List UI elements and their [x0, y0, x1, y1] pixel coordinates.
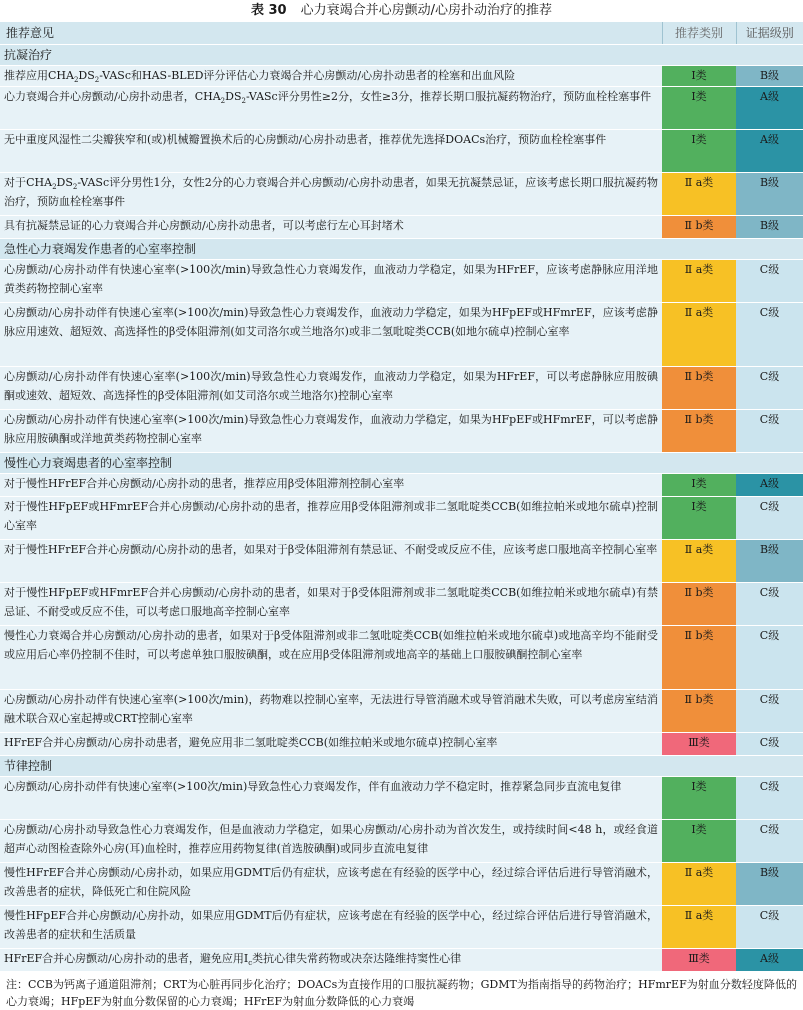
- recommendation-row: [0, 583, 803, 626]
- table-number: 表 30: [250, 3, 287, 18]
- table-header-row: [0, 22, 803, 45]
- recommendation-text: 对于慢性HFrEF合并心房颤动/心房扑动的患者，推荐应用β受体阻滞剂控制心室率: [0, 474, 662, 497]
- evidence-level: C级: [736, 410, 803, 453]
- recommendation-row: [0, 216, 803, 239]
- recommendation-class: Ⅰ类: [662, 474, 736, 497]
- recommendation-row: [0, 820, 803, 863]
- recommendation-class: Ⅱ b类: [662, 626, 736, 690]
- recommendation-class: Ⅰ类: [662, 777, 736, 820]
- recommendation-row: [0, 173, 803, 216]
- recommendation-row: [0, 906, 803, 949]
- recommendation-text: 对于慢性HFrEF合并心房颤动/心房扑动的患者，如果对于β受体阻滞剂有禁忌证、不耐受或反应不佳，应该考虑口服地高辛控制心室率: [0, 540, 662, 583]
- recommendation-row: [0, 474, 803, 497]
- recommendation-text: 心房颤动/心房扑动导致急性心力衰竭发作，但是血液动力学稳定，如果心房颤动/心房扑动为首次发生，或持续时间<48 h，或经食道超声心动图检查除外心房(耳)血栓时，推荐应用药物复律(首选胺碘酮)或同步直流电复律: [0, 820, 662, 863]
- recommendation-text: HFrEF合并心房颤动/心房扑动患者，避免应用非二氢吡啶类CCB(如维拉帕米或地尔硫卓)控制心室率: [0, 733, 662, 756]
- evidence-level: C级: [736, 260, 803, 303]
- recommendation-class: Ⅱ a类: [662, 260, 736, 303]
- recommendation-text: 心房颤动/心房扑动伴有快速心室率(>100次/min)导致急性心力衰竭发作，伴有血液动力学不稳定时，推荐紧急同步直流电复律: [0, 777, 662, 820]
- evidence-level: C级: [736, 906, 803, 949]
- recommendation-class: Ⅱ b类: [662, 690, 736, 733]
- recommendation-class: Ⅱ b类: [662, 410, 736, 453]
- recommendation-row: [0, 777, 803, 820]
- recommendation-text: 心房颤动/心房扑动伴有快速心室率(>100次/min)导致急性心力衰竭发作，血液动力学稳定，如果为HFpEF或HFmrEF，可以考虑静脉应用胺碘酮或洋地黄类药物控制心室率: [0, 410, 662, 453]
- recommendation-class: Ⅱ a类: [662, 906, 736, 949]
- evidence-level: B级: [736, 863, 803, 906]
- evidence-level: C级: [736, 367, 803, 410]
- recommendation-text: 心房颤动/心房扑动伴有快速心室率(>100次/min)导致急性心力衰竭发作，血液动力学稳定，如果为HFrEF，应该考虑静脉应用洋地黄类药物控制心室率: [0, 260, 662, 303]
- evidence-level: A级: [736, 949, 803, 972]
- recommendation-class: Ⅲ类: [662, 733, 736, 756]
- section-header: [0, 453, 803, 474]
- recommendation-class: Ⅱ a类: [662, 173, 736, 216]
- recommendation-row: [0, 733, 803, 756]
- evidence-level: A级: [736, 130, 803, 173]
- recommendation-row: [0, 303, 803, 367]
- evidence-level: C级: [736, 820, 803, 863]
- recommendation-text: 慢性HFpEF合并心房颤动/心房扑动，如果应用GDMT后仍有症状，应该考虑在有经验的医学中心，经过综合评估后进行导管消融术，改善患者的症状和生活质量: [0, 906, 662, 949]
- recommendation-row: [0, 949, 803, 972]
- recommendation-row: [0, 87, 803, 130]
- evidence-level: B级: [736, 540, 803, 583]
- section-title: 抗凝治疗: [0, 45, 803, 66]
- evidence-level: C级: [736, 497, 803, 540]
- recommendation-class: Ⅱ b类: [662, 367, 736, 410]
- section-title: 急性心力衰竭发作患者的心室率控制: [0, 239, 803, 260]
- recommendation-class: Ⅱ b类: [662, 216, 736, 239]
- recommendation-text: 心房颤动/心房扑动伴有快速心室率(>100次/min)，药物难以控制心室率，无法进行导管消融术或导管消融术失败，可以考虑房室结消融术联合双心室起搏或CRT控制心室率: [0, 690, 662, 733]
- section-header: [0, 239, 803, 260]
- footnote: 注：CCB为钙离子通道阻滞剂；CRT为心脏再同步化治疗；DOACs为直接作用的口服抗凝药物；GDMT为指南指导的药物治疗；HFmrEF为射血分数轻度降低的心力衰竭；HFpEF为射血分数保留的心力衰竭；HFrEF为射血分数降低的心力衰竭: [6, 978, 797, 1008]
- recommendation-text: 慢性HFrEF合并心房颤动/心房扑动，如果应用GDMT后仍有症状，应该考虑在有经验的医学中心，经过综合评估后进行导管消融术，改善患者的症状，降低死亡和住院风险: [0, 863, 662, 906]
- evidence-level: C级: [736, 583, 803, 626]
- recommendation-text: 慢性心力衰竭合并心房颤动/心房扑动的患者，如果对于β受体阻滞剂或非二氢吡啶类CCB(如维拉帕米或地尔硫卓)或地高辛均不能耐受或应用后心率仍控制不佳时，可以考虑单独口服胺碘酮，或在应用β受体阻滞剂或地高辛的基础上口服胺碘酮控制心室率: [0, 626, 662, 690]
- recommendation-table: [0, 22, 803, 972]
- recommendation-row: [0, 66, 803, 87]
- recommendation-class: Ⅰ类: [662, 130, 736, 173]
- evidence-level: B级: [736, 173, 803, 216]
- recommendation-row: [0, 626, 803, 690]
- recommendation-text: HFrEF合并心房颤动/心房扑动的患者，避免应用$I_c$类抗心律失常药物或决奈达隆维持窦性心律: [0, 949, 662, 972]
- recommendation-row: [0, 260, 803, 303]
- recommendation-text: 对于慢性HFpEF或HFmrEF合并心房颤动/心房扑动的患者，推荐应用β受体阻滞剂或非二氢吡啶类CCB(如维拉帕米或地尔硫卓)控制心室率: [0, 497, 662, 540]
- recommendation-row: [0, 540, 803, 583]
- recommendation-class: Ⅱ b类: [662, 583, 736, 626]
- recommendation-class: Ⅰ类: [662, 820, 736, 863]
- evidence-level: A级: [736, 87, 803, 130]
- evidence-level: A级: [736, 474, 803, 497]
- section-header: [0, 756, 803, 777]
- recommendation-row: [0, 130, 803, 173]
- evidence-level: C级: [736, 690, 803, 733]
- recommendation-row: [0, 367, 803, 410]
- evidence-level: C级: [736, 303, 803, 367]
- recommendation-text: 无中重度风湿性二尖瓣狭窄和(或)机械瓣置换术后的心房颤动/心房扑动患者，推荐优先选择DOACs治疗，预防血栓栓塞事件: [0, 130, 662, 173]
- recommendation-row: [0, 690, 803, 733]
- table-title: [0, 0, 803, 22]
- table-caption: 心力衰竭合并心房颤动/心房扑动治疗的推荐: [300, 3, 552, 18]
- recommendation-class: Ⅱ a类: [662, 863, 736, 906]
- recommendation-text: 推荐应用$CHA_2DS_2$-VASc和HAS-BLED评分评估心力衰竭合并心房颤动/心房扑动患者的栓塞和出血风险: [0, 66, 662, 87]
- recommendation-class: Ⅱ a类: [662, 540, 736, 583]
- recommendation-text: 具有抗凝禁忌证的心力衰竭合并心房颤动/心房扑动患者，可以考虑行左心耳封堵术: [0, 216, 662, 239]
- header-class: 推荐类别: [662, 22, 736, 45]
- recommendation-text: 心房颤动/心房扑动伴有快速心室率(>100次/min)导致急性心力衰竭发作，血液动力学稳定，如果为HFpEF或HFmrEF，应该考虑静脉应用速效、超短效、高选择性的β受体阻滞剂(如艾司洛尔或兰地洛尔)或非二氢吡啶类CCB(如地尔硫卓)控制心室率: [0, 303, 662, 367]
- evidence-level: C级: [736, 733, 803, 756]
- section-title: 节律控制: [0, 756, 803, 777]
- header-recommendation: 推荐意见: [0, 22, 662, 45]
- section-header: [0, 45, 803, 66]
- recommendation-class: Ⅰ类: [662, 87, 736, 130]
- recommendation-class: Ⅰ类: [662, 497, 736, 540]
- recommendation-row: [0, 497, 803, 540]
- recommendation-class: Ⅲ类: [662, 949, 736, 972]
- header-level: 证据级别: [736, 22, 803, 45]
- recommendation-row: [0, 410, 803, 453]
- section-title: 慢性心力衰竭患者的心室率控制: [0, 453, 803, 474]
- recommendation-text: 对于$CHA_2DS_2$-VASc评分男性1分，女性2分的心力衰竭合并心房颤动/心房扑动患者，如果无抗凝禁忌证，应该考虑长期口服抗凝药物治疗，预防血栓栓塞事件: [0, 173, 662, 216]
- evidence-level: C级: [736, 777, 803, 820]
- recommendation-text: 对于慢性HFpEF或HFmrEF合并心房颤动/心房扑动的患者，如果对于β受体阻滞剂或非二氢吡啶类CCB(如维拉帕米或地尔硫卓)有禁忌证、不耐受或反应不佳，可以考虑口服地高辛控制心室率: [0, 583, 662, 626]
- recommendation-text: 心房颤动/心房扑动伴有快速心室率(>100次/min)导致急性心力衰竭发作，血液动力学稳定，如果为HFrEF，可以考虑静脉应用胺碘酮或速效、超短效、高选择性的β受体阻滞剂(如艾司洛尔或兰地洛尔)控制心室率: [0, 367, 662, 410]
- recommendation-text: 心力衰竭合并心房颤动/心房扑动患者，$CHA_2DS_2$-VASc评分男性≥2分，女性≥3分，推荐长期口服抗凝药物治疗，预防血栓栓塞事件: [0, 87, 662, 130]
- recommendation-row: [0, 863, 803, 906]
- evidence-level: B级: [736, 66, 803, 87]
- recommendation-class: Ⅱ a类: [662, 303, 736, 367]
- evidence-level: B级: [736, 216, 803, 239]
- evidence-level: C级: [736, 626, 803, 690]
- recommendation-class: Ⅰ类: [662, 66, 736, 87]
